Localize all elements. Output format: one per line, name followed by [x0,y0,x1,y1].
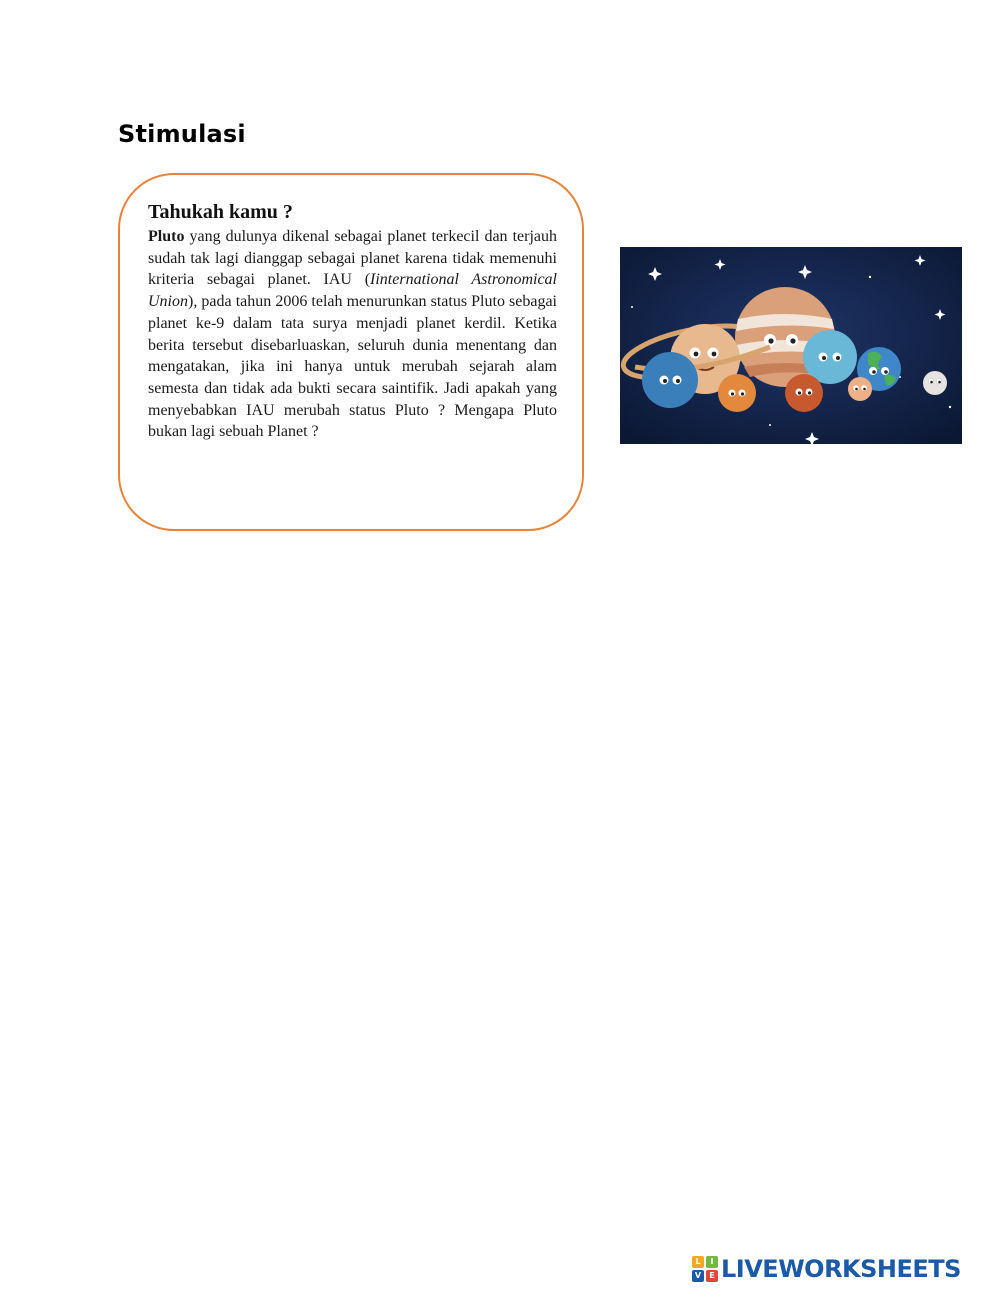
box-paragraph [148,226,557,443]
box-title: Tahukah kamu ? [148,201,293,223]
iau-full-name: Iinternational Astronomical Union [148,271,557,311]
liveworksheets-logo [692,1254,961,1284]
section-heading: Stimulasi [118,120,246,148]
logo-text: LIVEWORKSHEETS [721,1255,961,1283]
paragraph-text-1: yang dulunya dikenal sebagai planet terkecil dan terjauh sudah tak lagi dianggap sebagai planet karena tidak memenuhi kriteria sebagai planet. IAU ( [148,228,557,289]
pluto-keyword: Pluto [148,228,185,245]
logo-mark-icon: L I V E [692,1256,718,1282]
did-you-know-box [118,173,584,531]
solar-system-illustration [620,247,962,444]
paragraph-text-2: ), pada tahun 2006 telah menurunkan status Pluto sebagai planet ke-9 dalam tata surya menjadi planet kerdil. Ketika berita tersebut disebarluaskan, seluruh dunia menentang dan mengatakan, jika ini hanya untuk merubah sejarah alam semesta dan tidak ada bukti secara saintifik. Jadi apakah yang menyebabkan IAU merubah status Pluto ? Mengapa Pluto bukan lagi sebuah Planet ? [148,293,557,441]
